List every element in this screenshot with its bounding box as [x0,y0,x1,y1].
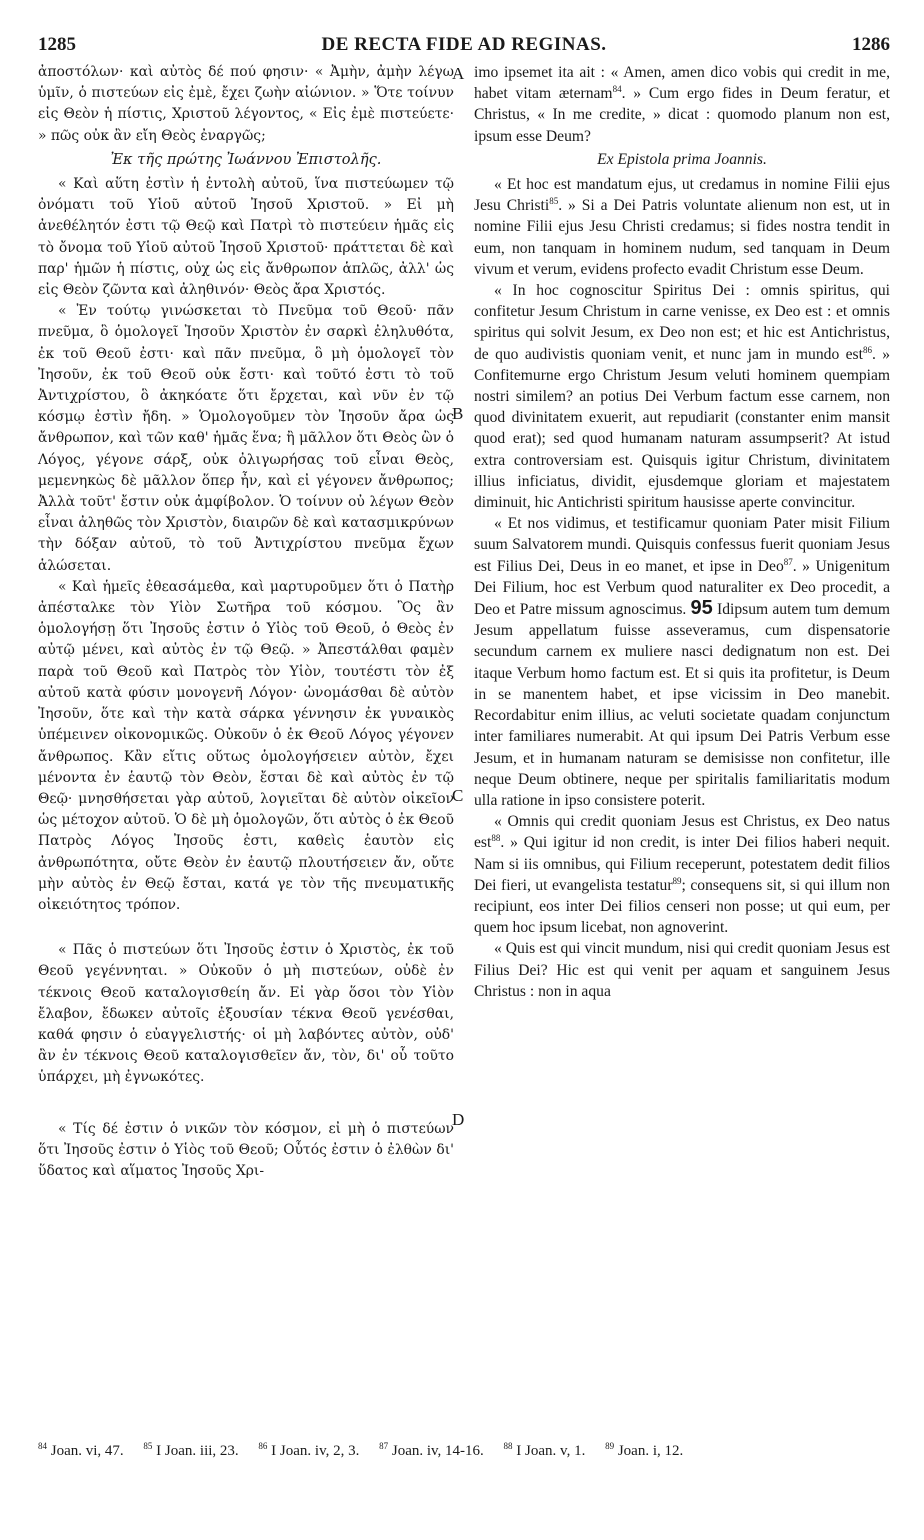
margin-letter-d: D [452,1110,465,1129]
latin-column [474,62,890,1002]
greek-paragraph: ἀποστόλων· καὶ αὐτὸς δέ πού φησιν· « Ἀμὴν, ἀμὴν λέγω ὑμῖν, ὁ πιστεύων εἰς ἐμὲ, ἔχει ζωὴν αἰώνιον. » Ὅτε τοίνυν εἰς Θεὸν ἡ πίστις, Χριστοῦ λέγοντος, « Εἰς ἐμὲ πιστεύετε· » πῶς οὐκ ἂν εἴη Θεὸς ἐναργῶς; [38,64,454,144]
footnote-ref: 87 [783,556,793,567]
footnote-ref: 84 [612,84,622,95]
footnote-ref: 86 [862,344,872,355]
page-number-left: 1285 [38,34,76,55]
margin-letter-b: B [452,404,464,423]
footnote: $^{84}$ Joan. vi, 47. [38,1441,124,1459]
greek-paragraph: « Τίς δέ ἐστιν ὁ νικῶν τὸν κόσμον, εἰ μὴ ὁ πιστεύων ὅτι Ἰησοῦς ἐστιν ὁ Υἱὸς τοῦ Θεοῦ; Οὗτός ἐστιν ὁ ἐλθὼν δι' ὕδατος καὶ αἵματος Ἰησοῦς Χρι- [38,1120,454,1179]
margin-letter-c: C [452,786,464,805]
footnote-ref: 88 [491,833,501,844]
latin-paragraph: « Et hoc est mandatum ejus, ut credamus in nomine Filii ejus Jesu Christi$^{85}$. » Si a Dei Patris voluntate alienum non est, ut in nomine Filii ejus Jesu Christi credamus; si fides nostra tendit in eum, non tanquam in hominem nudum, sed tanquam in Deum vivum et verum, evidens profecto evadit Christum esse Deum. [474,176,891,278]
greek-paragraph: « Καὶ αὕτη ἐστὶν ἡ ἐντολὴ αὐτοῦ, ἵνα πιστεύωμεν τῷ ὀνόματι τοῦ Υἱοῦ αὐτοῦ Ἰησοῦ Χριστοῦ. » Εἰ μὴ ἀνεθέλητόν ἐστι τῷ Θεῷ καὶ Πατρὶ τὸ πιστεύειν ἡμᾶς εἰς τὸ ὄνομα τοῦ Υἱοῦ αὐτοῦ Ἰησοῦ Χριστοῦ· πράττεται δὲ καὶ παρ' ἡμῶν ἡ πίστις, οὐχ ὡς εἰς ἄνθρωπον ἁπλῶς, ἀλλ' ὡς εἰς Θεὸν ζῶντα καὶ ἀληθινόν· Θεὸς ἄρα Χριστός. [38,176,454,299]
greek-paragraph: « Καὶ ἡμεῖς ἐθεασάμεθα, καὶ μαρτυροῦμεν ὅτι ὁ Πατὴρ ἀπέσταλκε τὸν Υἱὸν Σωτῆρα τοῦ κόσμου. Ὃς ἂν ὁμολογήσῃ ὅτι Ἰησοῦς ἐστιν ὁ Υἱὸς τοῦ Θεοῦ, ὁ Θεὸς ἐν αὐτῷ μένει, καὶ αὐτὸς ἐν τῷ Θεῷ. » Ἀπεστάλθαι φαμὲν παρὰ τοῦ Θεοῦ καὶ Πατρὸς τὸν Υἱὸν, τουτέστι τὸν ἐξ αὐτοῦ κατὰ φύσιν μονογενῆ Λόγον· ὠνομάσθαι δὲ αὐτὸν Ἰησοῦν, ὅτε καὶ τὴν κατὰ σάρκα γέννησιν ἐκ γυναικὸς ὑπέμεινεν οἰκονομικῶς. Οὐκοῦν ὁ ἐκ Θεοῦ Λόγος γέγονεν ἄνθρωπος. Κἂν εἴτις οὕτως ὁμολογήσειεν αὐτὸν, ἔχει μένοντα ἐν ἑαυτῷ τὸν Θεὸν, ἔσται δὲ καὶ αὐτὸς ἐν τῷ Θεῷ· μνησθήσεται γὰρ αὐτοῦ, λογιεῖται δὲ αὐτὸν οἰκεῖον ὡς μέτοχον αὐτοῦ. Ὁ δὲ μὴ ὁμολογῶν, ὅτι αὐτὸς ὁ ἐκ Θεοῦ Πατρὸς Λόγος Ἰησοῦς ἐστι, καθεὶς ἑαυτὸν εἰς ἀνθρωπότητα, οὔτε Θεὸν ἐν ἑαυτῷ πλουτήσειεν ἄν, οὔτε μὴν αὐτὸς ἐν Θεῷ ἔσται, κατά γε τὸν τῆς πνευματικῆς οἰκειότητος τρόπον. [38,578,454,913]
footnote-ref: 85 [549,196,559,207]
footnote: $^{89}$ Joan. i, 12. [605,1441,684,1459]
greek-column [38,62,454,1182]
running-title: DE RECTA FIDE AD REGINAS. [321,34,607,55]
greek-paragraph: « Ἐν τούτῳ γινώσκεται τὸ Πνεῦμα τοῦ Θεοῦ· πᾶν πνεῦμα, ὃ ὁμολογεῖ Ἰησοῦν Χριστὸν ἐν σαρκὶ ἐληλυθότα, ἐκ τοῦ Θεοῦ ἐστι· καὶ πᾶν πνεῦμα, ὃ μὴ ὁμολογεῖ τὸν Ἰησοῦν, ἐκ τοῦ Θεοῦ οὐκ ἔστι· καὶ τοῦτό ἐστι τὸ τοῦ Ἀντιχρίστου, ὃ ἀκηκόατε ὅτι ἔρχεται, καὶ νῦν ἐν τῷ κόσμῳ ἐστὶν ἤδη. » Ὁμολογοῦμεν τὸν Ἰησοῦν ἄρα ὡς ἄνθρωπον, καὶ τῶν καθ' ἡμᾶς ἕνα; ἢ μᾶλλον ὅτι Θεὸς ὢν ὁ Λόγος, γέγονε σάρξ, οὐκ ὀλιγωρήσας τοῦ εἶναι Θεὸς, μεμενηκὼς δὲ μᾶλλον ὅπερ ἦν, καὶ εἰ γέγονεν ἄνθρωπος; Ἀλλὰ τοῦτ' ἔστιν οὐκ ἀμφίβολον. Ὁ τοίνυν οὐ λέγων Θεὸν εἶναι ἀληθῶς τὸν Χριστὸν, διαιρῶν δὲ καὶ κατασμικρύνων τὴν δόξαν αὐτοῦ, τὸ τοῦ Ἀντιχρίστου πνεῦμα ἔχων ἁλώσεται. [38,303,454,574]
latin-section-heading: Ex Epistola prima Joannis. [597,150,767,168]
footnote: $^{88}$ I Joan. v, 1. [503,1441,586,1459]
footnote: $^{87}$ Joan. iv, 14-16. [379,1441,484,1459]
footnote: $^{85}$ I Joan. iii, 23. [143,1441,239,1459]
page-number-right: 1286 [852,34,890,55]
footnote-ref: 89 [672,875,682,886]
column-number: 95 [690,597,713,620]
latin-paragraph: « In hoc cognoscitur Spiritus Dei : omnis spiritus, qui confitetur Jesum Christum in carne venisse, ex Deo est : et omnis spiritus qui solvit Jesum, ex Deo non est; et hic est Antichristus, de quo audivistis quoniam venit, et nunc jam in mundo est$^{86}$. » Confitemurne ergo Christum Jesum veluti hominem quempiam nostri similem? an potius Dei Verbum factum esse carnem, non quod divinitatem exuerit, aut repudiarit (constanter enim mansit quod erat); sed quod humanam naturam assumpserit? At istud extra controversiam est. Quisquis igitur Christum, divinitatem illius inficiatus, dividit, ejusdemque gloriam et majestatem diminuit, hic Antichristi spiritum hausisse aperte convincitur. [474,282,890,512]
footnote: $^{86}$ I Joan. iv, 2, 3. [258,1441,360,1459]
latin-paragraph: imo ipsemet ita ait : « Amen, amen dico vobis qui credit in me, habet vitam æternam$^{84}$. » Cum ergo fides in Deum feratur, et Christus, « In me credite, » dicat : quomodo planum non est, ipsum esse Deum? [474,64,891,145]
latin-paragraph: « Quis est qui vincit mundum, nisi qui credit quoniam Jesus est Filius Dei? Hic est qui venit per aquam et sanguinem Jesus Christus : non in aqua [474,940,890,1000]
margin-letter-a: A [452,64,465,83]
greek-section-heading: Ἐκ τῆς πρώτης Ἰωάννου Ἐπιστολῆς. [110,150,382,168]
footnotes [38,1440,890,1462]
greek-paragraph: « Πᾶς ὁ πιστεύων ὅτι Ἰησοῦς ἐστιν ὁ Χριστὸς, ἐκ τοῦ Θεοῦ γεγέννηται. » Οὐκοῦν ὁ μὴ πιστεύων, οὐδὲ ἐν τέκνοις Θεοῦ καταλογισθείη ἄν. Εἰ γὰρ ὅσοι τὸν Υἱὸν ἔλαβον, ἔδωκεν αὐτοῖς ἐξουσίαν τέκνα Θεοῦ γενέσθαι, καθά φησιν ὁ εὐαγγελιστής· οἱ μὴ λαβόντες αὐτὸν, οὐδ' ἂν ἐν τέκνοις Θεοῦ καταλογισθεῖεν ἄν, τὸν, δι' οὗ τοῦτο ὑπάρχει, μὴ ἐγνωκότες. [38,942,454,1086]
latin-paragraph: « Omnis qui credit quoniam Jesus est Christus, ex Deo natus est$^{88}$. » Qui igitur id non credit, is inter Dei filios haberi nequit. Nam si iis omnibus, qui Filium receperunt, potestatem dedit filios Dei fieri, ut evangelista testatur$^{89}$; consequens sit, si qui illum non recipiunt, eos inter Dei filios censeri non posse; ut qui eum, per quem hoc ipsum licebat, non agnoverint. [474,813,890,937]
latin-paragraph: « Et nos vidimus, et testificamur quoniam Pater misit Filium suum Salvatorem mundi. Quisquis confessus fuerit quoniam Jesus est Filius Dei, Deus in eo manet, et ipse in Deo$^{87}$. » Unigenitum Dei Filium, hoc est Verbum quod naturaliter ex Deo procedit, a Deo et Patre missum agnoscimus. 95 Idipsum autem tum demum Jesum appellatum fuisse asseveramus, cum dispensatorie secundum carnem ex muliere nasci dedignatum non est. Dei itaque Verbum homo factum est. Et si quis ita profitetur, is Deum in se manentem habet, et ipse vicissim in Deo manebit. Recordabitur enim illius, ac veluti societate quadam conjunctum inter familiares numerabit. At qui ipsum Dei Patris Verbum esse Jesum, et in humanam naturam se demisisse non confitetur, ille neque Deum obtinere, neque per spiritalis familiaritatis modum ulla ratione in ipso consistere poterit. [474,515,890,809]
page-header [38,34,890,58]
